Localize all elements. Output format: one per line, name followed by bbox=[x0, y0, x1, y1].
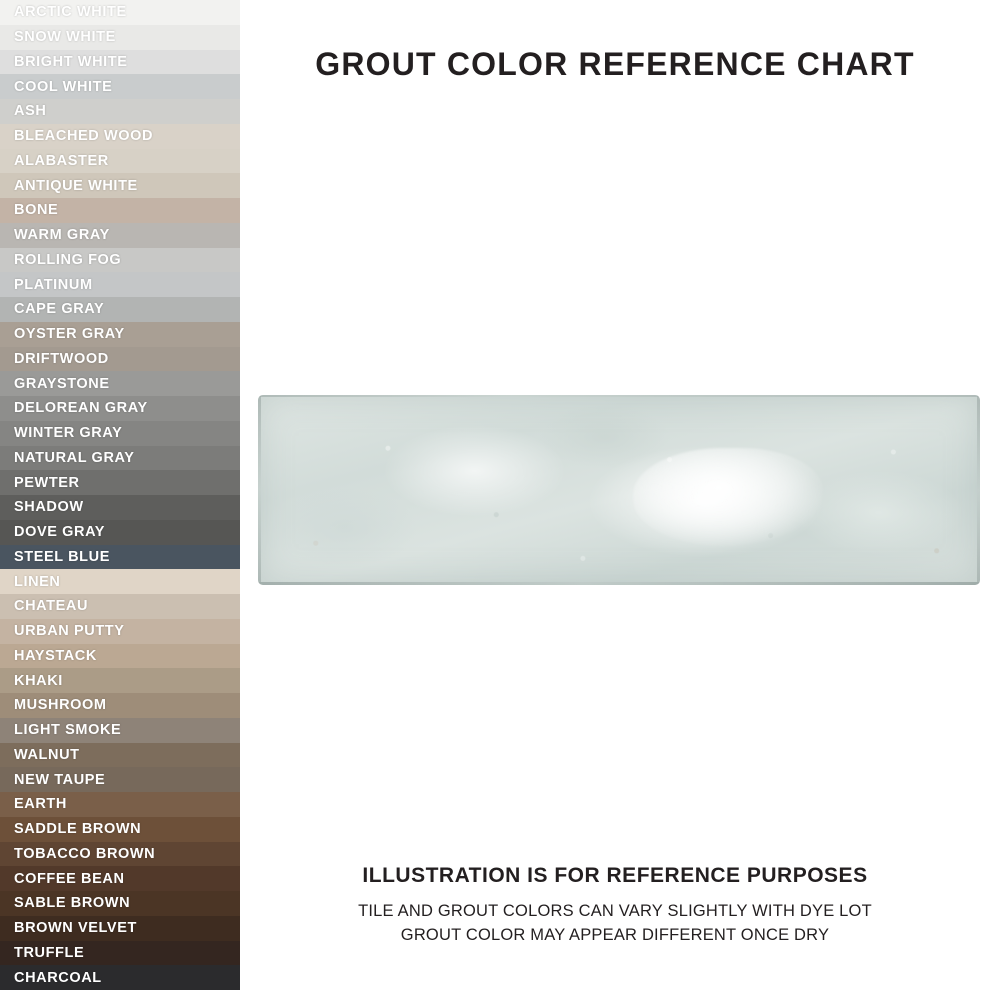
swatch-row[interactable] bbox=[0, 569, 240, 594]
swatch-row[interactable] bbox=[0, 149, 240, 174]
swatch-row[interactable] bbox=[0, 520, 240, 545]
swatch-row[interactable] bbox=[0, 446, 240, 471]
footer-line-2: GROUT COLOR MAY APPEAR DIFFERENT ONCE DRY bbox=[400, 926, 830, 945]
swatch-label: DOVE GRAY bbox=[14, 524, 106, 541]
swatch-label: CHATEAU bbox=[14, 598, 89, 615]
swatch-label: SHADOW bbox=[14, 499, 84, 516]
swatch-label: EARTH bbox=[14, 796, 67, 813]
swatch-label: ASH bbox=[14, 103, 47, 120]
swatch-label: CAPE GRAY bbox=[14, 301, 105, 318]
swatch-label: SNOW WHITE bbox=[14, 29, 116, 46]
swatch-row[interactable] bbox=[0, 594, 240, 619]
swatch-label: STEEL BLUE bbox=[14, 548, 110, 565]
swatch-row[interactable] bbox=[0, 743, 240, 768]
swatch-label: MUSHROOM bbox=[14, 697, 107, 714]
swatch-row[interactable] bbox=[0, 124, 240, 149]
swatch-label: WALNUT bbox=[14, 746, 80, 763]
swatch-row[interactable] bbox=[0, 50, 240, 75]
swatch-row[interactable] bbox=[0, 223, 240, 248]
swatch-label: ROLLING FOG bbox=[14, 251, 122, 268]
swatch-label: COFFEE BEAN bbox=[14, 870, 125, 887]
swatch-label: SADDLE BROWN bbox=[14, 821, 142, 838]
swatch-label: PEWTER bbox=[14, 474, 80, 491]
swatch-label: ALABASTER bbox=[14, 152, 109, 169]
tile-edge-top bbox=[258, 395, 980, 397]
swatch-row[interactable] bbox=[0, 421, 240, 446]
swatch-label: BLEACHED WOOD bbox=[14, 128, 154, 145]
swatch-row[interactable] bbox=[0, 941, 240, 966]
swatch-label: BROWN VELVET bbox=[14, 920, 137, 937]
swatch-row[interactable] bbox=[0, 297, 240, 322]
swatch-label: TRUFFLE bbox=[14, 944, 85, 961]
swatch-label: TOBACCO BROWN bbox=[14, 845, 156, 862]
swatch-label: PLATINUM bbox=[14, 276, 93, 293]
swatch-row[interactable] bbox=[0, 718, 240, 743]
swatch-label: OYSTER GRAY bbox=[14, 326, 125, 343]
swatch-row[interactable] bbox=[0, 916, 240, 941]
swatch-row[interactable] bbox=[0, 322, 240, 347]
swatch-row[interactable] bbox=[0, 371, 240, 396]
swatch-label: NATURAL GRAY bbox=[14, 449, 135, 466]
tile-edge-left bbox=[258, 395, 261, 585]
swatch-row[interactable] bbox=[0, 891, 240, 916]
swatch-row[interactable] bbox=[0, 347, 240, 372]
swatch-row[interactable] bbox=[0, 396, 240, 421]
swatch-row[interactable] bbox=[0, 545, 240, 570]
swatch-row[interactable] bbox=[0, 842, 240, 867]
swatch-row[interactable] bbox=[0, 25, 240, 50]
swatch-label: URBAN PUTTY bbox=[14, 623, 125, 640]
swatch-row[interactable] bbox=[0, 495, 240, 520]
swatch-row[interactable] bbox=[0, 173, 240, 198]
footer-disclaimer bbox=[240, 864, 990, 948]
swatch-label: WARM GRAY bbox=[14, 227, 110, 244]
swatch-row[interactable] bbox=[0, 99, 240, 124]
swatch-row[interactable] bbox=[0, 965, 240, 990]
swatch-row[interactable] bbox=[0, 272, 240, 297]
tile-edge-right bbox=[977, 395, 980, 585]
footer-headline: ILLUSTRATION IS FOR REFERENCE PURPOSES bbox=[362, 864, 868, 888]
swatch-row[interactable] bbox=[0, 792, 240, 817]
swatch-row[interactable] bbox=[0, 693, 240, 718]
tile-edge-bottom bbox=[258, 582, 980, 585]
swatch-label: KHAKI bbox=[14, 672, 63, 689]
swatch-label: BRIGHT WHITE bbox=[14, 53, 128, 70]
grout-color-swatch-list bbox=[0, 0, 240, 990]
swatch-label: COOL WHITE bbox=[14, 78, 113, 95]
page-title: GROUT COLOR REFERENCE CHART bbox=[315, 46, 915, 82]
swatch-label: CHARCOAL bbox=[14, 969, 102, 986]
swatch-row[interactable] bbox=[0, 74, 240, 99]
swatch-label: LIGHT SMOKE bbox=[14, 722, 122, 739]
swatch-row[interactable] bbox=[0, 470, 240, 495]
swatch-row[interactable] bbox=[0, 644, 240, 669]
swatch-label: DRIFTWOOD bbox=[14, 350, 109, 367]
swatch-label: BONE bbox=[14, 202, 59, 219]
swatch-label: GRAYSTONE bbox=[14, 375, 110, 392]
swatch-row[interactable] bbox=[0, 0, 240, 25]
swatch-row[interactable] bbox=[0, 668, 240, 693]
swatch-row[interactable] bbox=[0, 866, 240, 891]
swatch-label: NEW TAUPE bbox=[14, 771, 106, 788]
swatch-row[interactable] bbox=[0, 767, 240, 792]
swatch-label: HAYSTACK bbox=[14, 647, 97, 664]
swatch-label: ANTIQUE WHITE bbox=[14, 177, 138, 194]
swatch-row[interactable] bbox=[0, 248, 240, 273]
tile-surface bbox=[258, 395, 980, 585]
swatch-label: ARCTIC WHITE bbox=[14, 4, 127, 21]
swatch-label: SABLE BROWN bbox=[14, 895, 131, 912]
tile-illustration bbox=[258, 395, 980, 585]
swatch-row[interactable] bbox=[0, 198, 240, 223]
swatch-label: LINEN bbox=[14, 573, 61, 590]
swatch-label: DELOREAN GRAY bbox=[14, 400, 148, 417]
swatch-label: WINTER GRAY bbox=[14, 425, 123, 442]
swatch-row[interactable] bbox=[0, 619, 240, 644]
reference-panel bbox=[240, 0, 990, 990]
footer-line-1: TILE AND GROUT COLORS CAN VARY SLIGHTLY WITH DYE LOT bbox=[358, 902, 872, 921]
swatch-row[interactable] bbox=[0, 817, 240, 842]
tile-texture-speckle bbox=[258, 395, 980, 585]
